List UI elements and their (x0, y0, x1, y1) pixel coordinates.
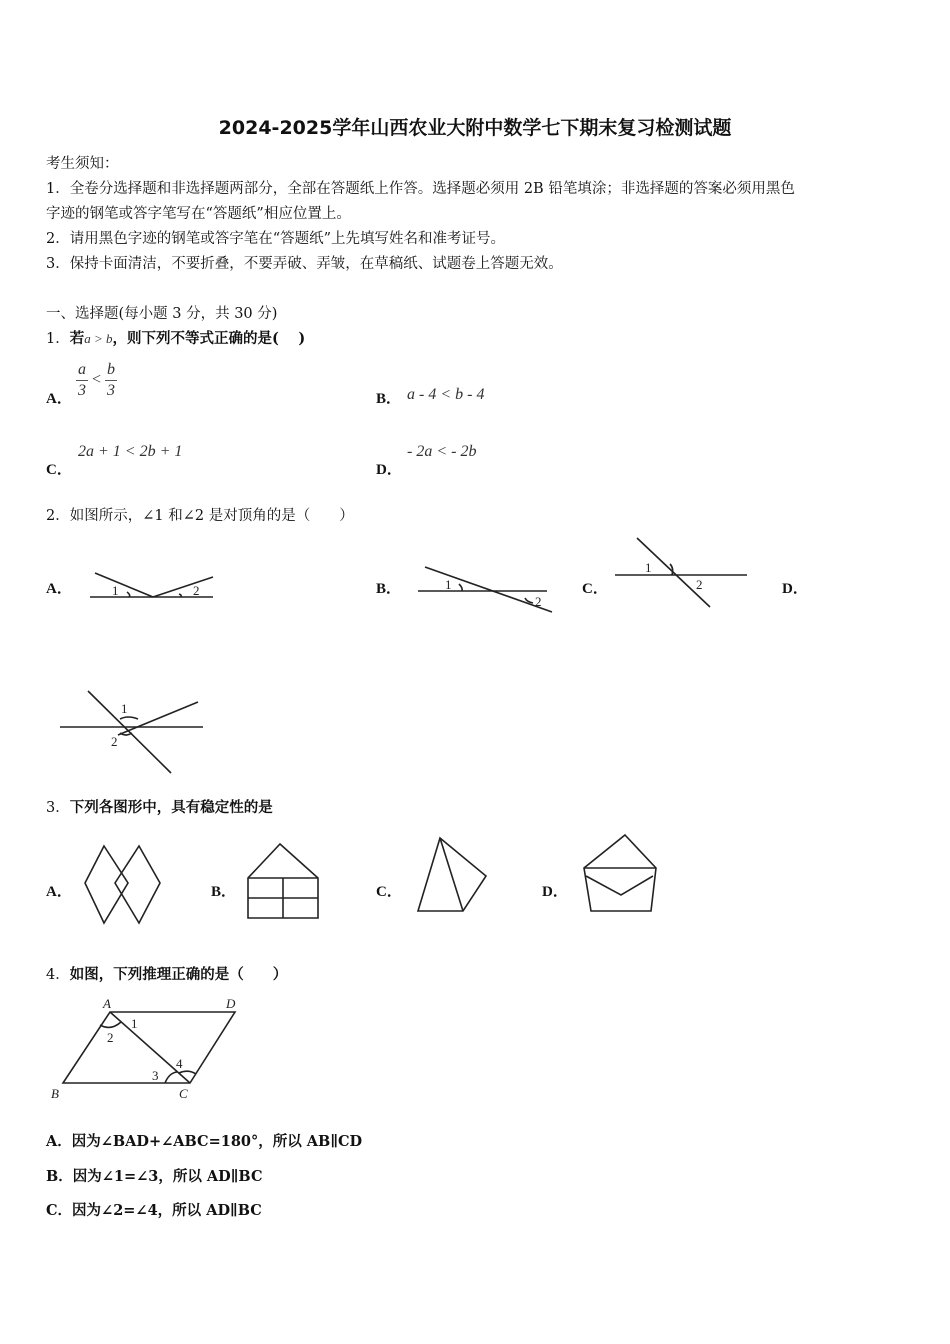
q3-figure-c (414, 835, 490, 917)
q3-option-c-label[interactable]: C． (376, 884, 402, 900)
q1-post: ，则下列不等式正确的是( ) (112, 330, 306, 347)
q2-a-angle-1: 1 (112, 583, 119, 598)
q1-option-c-expr: 2a + 1 < 2b + 1 (78, 443, 183, 460)
q3-stem (46, 796, 273, 817)
q2-c-angle-1: 1 (645, 560, 652, 575)
q2-figure-c (612, 535, 752, 610)
q2-c-angle-2: 2 (696, 577, 703, 592)
q1-option-a-label[interactable]: A． (46, 391, 72, 407)
q2-number: 2． (46, 508, 70, 524)
q2-stem (46, 504, 354, 525)
q3-option-a-label[interactable]: A． (46, 884, 72, 900)
q1-number: 1． (46, 331, 70, 347)
q2-figure-d (58, 688, 208, 778)
q2-b-angle-2: 2 (535, 594, 542, 609)
q3-figure-d (581, 832, 663, 916)
q1-a-left-num: a (76, 360, 88, 381)
q1-option-c-label[interactable]: C． (46, 462, 72, 478)
q4-point-c: C (179, 1086, 188, 1101)
q4-angle-4: 4 (176, 1056, 183, 1071)
q2-option-d-label[interactable]: D． (782, 581, 808, 597)
q4-point-b: B (51, 1086, 59, 1101)
q1-option-d-expr: - 2a < - 2b (407, 443, 477, 460)
q3-text: 下列各图形中，具有稳定性的是 (69, 799, 273, 816)
q1-a-right-den: 3 (107, 382, 116, 399)
q4-text: 如图，下列推理正确的是（ ） (69, 966, 288, 983)
notice-heading: 考生须知： (46, 156, 119, 172)
q1-a-left-den: 3 (78, 382, 86, 399)
q1-pre: 若 (69, 330, 85, 347)
q1-a-op: < (92, 371, 102, 389)
q4-option-b[interactable]: B．因为∠1=∠3，所以 AD∥BC (46, 1168, 263, 1185)
q1-option-b-expr: a - 4 < b - 4 (407, 386, 485, 403)
q3-number: 3． (46, 800, 70, 816)
notice-line-1: 1．全卷分选择题和非选择题两部分，全部在答题纸上作答。选择题必须用 2B 铅笔填涂；非选择题的答案必须用黑色 (46, 181, 795, 197)
q2-text: 如图所示，∠1 和∠2 是对顶角的是（ ） (69, 508, 354, 524)
q4-angle-1: 1 (131, 1016, 138, 1031)
q4-number: 4． (46, 967, 70, 983)
notice-line-1b: 字迹的钢笔或答字笔写在“答题纸”相应位置上。 (46, 206, 351, 222)
q1-option-d-label[interactable]: D． (376, 462, 402, 478)
q4-option-c[interactable]: C．因为∠2=∠4，所以 AD∥BC (46, 1202, 262, 1219)
q2-figure-b (415, 562, 555, 617)
q2-a-angle-2: 2 (193, 583, 200, 598)
q2-option-b-label[interactable]: B． (376, 581, 402, 597)
q2-b-angle-1: 1 (445, 577, 452, 592)
notice-line-2: 2．请用黑色字迹的钢笔或答字笔在“答题纸”上先填写姓名和准考证号。 (46, 231, 506, 247)
q1-stem (46, 327, 305, 348)
q4-point-a: A (103, 996, 111, 1011)
q2-d-angle-1: 1 (121, 701, 128, 716)
q4-point-d: D (226, 996, 236, 1011)
q1-option-a-expr (76, 360, 117, 401)
q4-angle-2: 2 (107, 1030, 114, 1045)
q3-option-d-label[interactable]: D． (542, 884, 568, 900)
q3-figure-b (244, 841, 324, 923)
q3-figure-a (82, 843, 167, 928)
q4-figure (45, 995, 255, 1105)
q4-angle-3: 3 (152, 1068, 159, 1083)
notice-line-3: 3．保持卡面清洁，不要折叠，不要弄破、弄皱，在草稿纸、试题卷上答题无效。 (46, 256, 563, 272)
section-heading: 一、选择题(每小题 3 分，共 30 分) (46, 306, 278, 322)
q1-option-b-label[interactable]: B． (376, 391, 402, 407)
page-title: 2024-2025学年山西农业大附中数学七下期末复习检测试题 (218, 117, 732, 139)
q1-a-right-num: b (105, 360, 117, 381)
q2-d-angle-2: 2 (111, 734, 118, 749)
q1-condition: a > b (84, 331, 113, 346)
q4-option-a[interactable]: A．因为∠BAD+∠ABC=180°，所以 AB∥CD (46, 1133, 363, 1150)
q2-option-a-label[interactable]: A． (46, 581, 72, 597)
q2-figure-a (85, 568, 220, 608)
q3-option-b-label[interactable]: B． (211, 884, 237, 900)
q4-stem (46, 963, 287, 984)
q2-option-c-label[interactable]: C． (582, 581, 608, 597)
